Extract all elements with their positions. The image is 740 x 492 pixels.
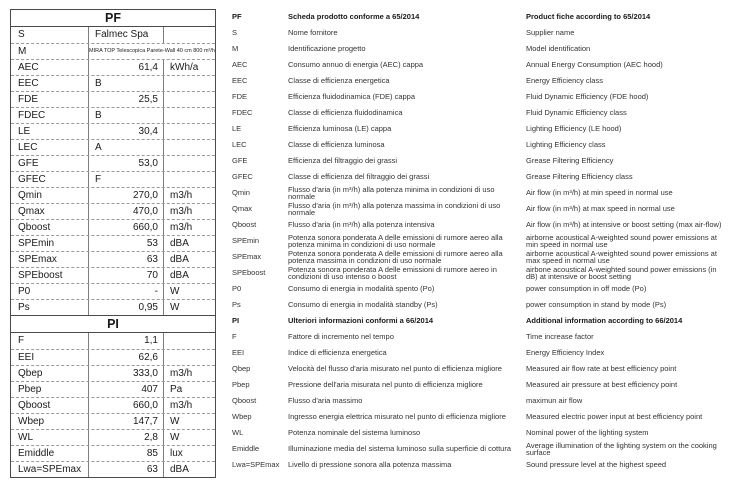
desc-italian: Efficienza del filtraggio dei grassi [288, 156, 398, 166]
table-row [11, 43, 215, 59]
table-row [11, 27, 215, 43]
desc-english: Additional information according to 66/2014 [526, 316, 683, 326]
desc-english: Nominal power of the lighting system [526, 428, 649, 438]
desc-english: maximun air flow [526, 396, 583, 406]
table-row [11, 203, 215, 219]
table-title: PF [11, 10, 215, 27]
description-row [232, 345, 734, 361]
row-code: S [18, 29, 25, 40]
desc-code: SPEboost [232, 268, 266, 277]
row-unit: m3/h [163, 220, 215, 235]
desc-italian: Pressione dell'aria misurata nel punto di efficienza migliore [288, 380, 483, 390]
row-code: P0 [18, 286, 31, 297]
row-unit [163, 124, 215, 139]
desc-code: PF [232, 12, 242, 21]
desc-italian: Classe di efficienza del filtraggio dei grassi [288, 172, 430, 182]
desc-code: S [232, 28, 238, 37]
row-unit [163, 172, 215, 187]
desc-code: SPEmin [232, 236, 260, 245]
description-row [232, 425, 734, 441]
table-row [11, 155, 215, 171]
row-unit [163, 76, 215, 91]
row-value: 53,0 [88, 156, 163, 171]
desc-italian: Classe di efficienza fluidodinamica [288, 108, 403, 118]
row-unit: dBA [163, 236, 215, 251]
row-unit [163, 108, 215, 123]
row-unit [163, 140, 215, 155]
row-code: EEI [18, 352, 35, 363]
row-value: 61,4 [88, 60, 163, 75]
desc-english: Grease Filtering Efficiency [526, 156, 614, 166]
desc-code: Wbep [232, 412, 252, 421]
table-title: PI [11, 316, 215, 333]
row-unit: W [163, 300, 215, 315]
row-value: 470,0 [88, 204, 163, 219]
description-row [232, 393, 734, 409]
table-row [11, 429, 215, 445]
desc-italian: Efficienza luminosa (LE) cappa [288, 124, 392, 134]
row-code: Qmax [18, 206, 45, 217]
row-value: 0,95 [88, 300, 163, 315]
row-value: 270,0 [88, 188, 163, 203]
row-code: LE [18, 126, 31, 137]
desc-english: Time increase factor [526, 332, 594, 342]
row-value: 2,8 [88, 430, 163, 445]
desc-code: M [232, 44, 239, 53]
description-row [232, 25, 734, 41]
description-row [232, 233, 734, 249]
row-code: SPEmin [18, 238, 55, 249]
desc-english: power consumption in off mode (Po) [526, 284, 647, 294]
row-value: 63 [88, 462, 163, 477]
desc-code: Qboost [232, 396, 257, 405]
desc-english: Lighting Efficiency class [526, 140, 606, 150]
desc-italian: Potenza sonora ponderata A delle emissioni di rumore aereo alla potenza massima in condizioni di uso normale [288, 248, 503, 265]
description-row [232, 121, 734, 137]
row-code: Qmin [18, 190, 42, 201]
row-value: 62,6 [88, 350, 163, 365]
desc-english: Sound pressure level at the highest speed [526, 460, 667, 470]
desc-italian: Nome fornitore [288, 28, 338, 38]
description-row [232, 377, 734, 393]
desc-english: Fluid Dynamic Efficiency (FDE hood) [526, 92, 649, 102]
row-code: WL [18, 432, 33, 443]
row-code: Qbep [18, 368, 43, 379]
row-value: 53 [88, 236, 163, 251]
description-row [232, 41, 734, 57]
description-row [232, 89, 734, 105]
table-row [11, 171, 215, 187]
desc-code: EEI [232, 348, 245, 357]
description-row [232, 137, 734, 153]
row-unit: dBA [163, 462, 215, 477]
row-value: MIRA TOP Telescopica Parete-Wall 40 cm 800 m³/h [88, 44, 215, 59]
description-row [232, 361, 734, 377]
desc-italian: Potenza sonora ponderata A delle emissioni di rumore aereo alla potenza minima in condizioni di uso normale [288, 232, 503, 249]
desc-english: Annual Energy Consumption (AEC hood) [526, 60, 663, 70]
table-row [11, 123, 215, 139]
desc-italian: Potenza sonora ponderata A delle emissioni di rumore aereo in condizioni di uso intenso o boost [288, 264, 497, 281]
row-value: 660,0 [88, 398, 163, 413]
row-unit [163, 92, 215, 107]
row-unit: lux [163, 446, 215, 461]
desc-english: Air flow (in m³/h) at min speed in normal use [526, 188, 673, 198]
desc-italian: Ingresso energia elettrica misurato nel punto di efficienza migliore [288, 412, 506, 422]
row-unit: W [163, 430, 215, 445]
row-value: 660,0 [88, 220, 163, 235]
table-row [11, 59, 215, 75]
desc-code: FDE [232, 92, 247, 101]
desc-code: Qmax [232, 204, 253, 213]
row-code: SPEmax [18, 254, 57, 265]
desc-italian: Ulteriori informazioni conformi a 66/2014 [288, 316, 434, 326]
row-unit [163, 333, 215, 349]
desc-code: GFEC [232, 172, 253, 181]
description-row [232, 73, 734, 89]
desc-code: SPEmax [232, 252, 262, 261]
row-value: 333,0 [88, 366, 163, 381]
desc-english: Average illumination of the lighting system on the cooking surface [526, 440, 717, 457]
table-row [11, 187, 215, 203]
desc-italian: Indice di efficienza energetica [288, 348, 387, 358]
row-value: 63 [88, 252, 163, 267]
desc-english: Model identification [526, 44, 591, 54]
row-value: B [88, 76, 163, 91]
row-unit [163, 27, 215, 43]
desc-italian: Illuminazione media del sistema luminoso sulla superficie di cottura [288, 444, 512, 454]
table-row [11, 267, 215, 283]
desc-english: Measured air flow rate at best efficiency point [526, 364, 677, 374]
desc-italian: Classe di efficienza luminosa [288, 140, 385, 150]
desc-code: WL [232, 428, 244, 437]
row-value: A [88, 140, 163, 155]
description-row [232, 217, 734, 233]
description-row [232, 185, 734, 201]
desc-italian: Consumo di energia in modalità standby (Ps) [288, 300, 438, 310]
table-row [11, 251, 215, 267]
row-unit: m3/h [163, 188, 215, 203]
desc-italian: Potenza nominale del sistema luminoso [288, 428, 421, 438]
row-code: Ps [18, 302, 30, 313]
desc-code: EEC [232, 76, 248, 85]
desc-code: GFE [232, 156, 248, 165]
description-columns [232, 9, 734, 473]
desc-code: Ps [232, 300, 241, 309]
table-row [11, 235, 215, 251]
row-value: - [88, 284, 163, 299]
desc-english: Air flow (in m³/h) at max speed in normal use [526, 204, 675, 214]
table-row [11, 219, 215, 235]
row-unit: Pa [163, 382, 215, 397]
row-code: FDEC [18, 110, 46, 121]
fiche-table-pi [10, 315, 216, 478]
row-code: Pbep [18, 384, 42, 395]
row-value: Falmec Spa [88, 27, 163, 43]
desc-english: Energy Efficiency Index [526, 348, 605, 358]
row-code: AEC [18, 62, 39, 73]
desc-italian: Identificazione progetto [288, 44, 366, 54]
description-header-row [232, 9, 734, 25]
desc-english: Energy Efficiency class [526, 76, 603, 86]
table-row [11, 139, 215, 155]
row-unit: m3/h [163, 398, 215, 413]
row-unit: W [163, 414, 215, 429]
desc-code: Pbep [232, 380, 250, 389]
desc-italian: Flusso d'aria massimo [288, 396, 363, 406]
row-value: 407 [88, 382, 163, 397]
description-row [232, 153, 734, 169]
table-row [11, 107, 215, 123]
desc-english: power consumption in stand by mode (Ps) [526, 300, 667, 310]
desc-english: Lighting Efficiency (LE hood) [526, 124, 622, 134]
description-row [232, 249, 734, 265]
desc-italian: Flusso d'aria (in m³/h) alla potenza minima in condizioni di uso normale [288, 184, 495, 201]
desc-english: airborne acoustical A-weighted sound power emissions at max speed in normal use [526, 248, 717, 265]
row-code: Wbep [18, 416, 45, 427]
desc-code: FDEC [232, 108, 253, 117]
row-unit: kWh/a [163, 60, 215, 75]
desc-italian: Flusso d'aria (in m³/h) alla potenza intensiva [288, 220, 435, 230]
row-unit: dBA [163, 252, 215, 267]
desc-italian: Scheda prodotto conforme a 65/2014 [288, 12, 420, 22]
desc-code: AEC [232, 60, 248, 69]
row-unit: dBA [163, 268, 215, 283]
desc-english: Fluid Dynamic Efficiency class [526, 108, 627, 118]
row-unit [163, 350, 215, 365]
description-row [232, 201, 734, 217]
table-row [11, 283, 215, 299]
desc-english: airborne acoustical A-weighted sound power emissions at min speed in normal use [526, 232, 717, 249]
desc-code: Lwa=SPEmax [232, 460, 280, 469]
desc-italian: Livello di pressione sonora alla potenza massima [288, 460, 452, 470]
table-row [11, 75, 215, 91]
row-code: FDE [18, 94, 38, 105]
row-code: LEC [18, 142, 38, 153]
desc-code: F [232, 332, 237, 341]
row-value: 85 [88, 446, 163, 461]
desc-english: Measured air pressure at best efficiency point [526, 380, 678, 390]
table-row [11, 349, 215, 365]
table-row [11, 91, 215, 107]
description-row [232, 265, 734, 281]
row-value: 70 [88, 268, 163, 283]
row-code: Lwa=SPEmax [18, 464, 82, 475]
desc-code: LEC [232, 140, 247, 149]
row-value: 1,1 [88, 333, 163, 349]
row-unit: m3/h [163, 366, 215, 381]
table-row [11, 365, 215, 381]
row-code: Qboost [18, 222, 51, 233]
desc-code: Qbep [232, 364, 251, 373]
row-value: 147,7 [88, 414, 163, 429]
row-value: 30,4 [88, 124, 163, 139]
row-value: F [88, 172, 163, 187]
table-row [11, 397, 215, 413]
fiche-table-pf [10, 9, 216, 316]
table-row [11, 461, 215, 477]
desc-english: Air flow (in m³/h) at intensive or boost setting (max air-flow) [526, 220, 722, 230]
table-row [11, 333, 215, 349]
description-row [232, 169, 734, 185]
row-value: B [88, 108, 163, 123]
desc-code: Qmin [232, 188, 250, 197]
table-row [11, 445, 215, 461]
desc-italian: Velocità del flusso d'aria misurato nel punto di efficienza migliore [288, 364, 502, 374]
desc-english: Supplier name [526, 28, 575, 38]
description-row [232, 281, 734, 297]
row-unit [163, 156, 215, 171]
desc-english: Grease Filtering Efficiency class [526, 172, 633, 182]
description-row [232, 409, 734, 425]
row-value: 25,5 [88, 92, 163, 107]
row-code: GFE [18, 158, 39, 169]
desc-italian: Consumo di energia in modalità spento (Po) [288, 284, 435, 294]
row-code: M [18, 46, 27, 57]
description-row [232, 329, 734, 345]
row-code: EEC [18, 78, 39, 89]
desc-code: LE [232, 124, 242, 133]
row-code: Emiddle [18, 448, 55, 459]
description-row [232, 297, 734, 313]
row-code: Qboost [18, 400, 51, 411]
desc-code: Qboost [232, 220, 257, 229]
table-row [11, 381, 215, 397]
desc-code: P0 [232, 284, 242, 293]
desc-english: Product fiche according to 65/2014 [526, 12, 651, 22]
description-row [232, 457, 734, 473]
description-row [232, 57, 734, 73]
table-row [11, 299, 215, 315]
desc-code: Emiddle [232, 444, 260, 453]
desc-italian: Flusso d'aria (in m³/h) alla potenza massima in condizioni di uso normale [288, 200, 501, 217]
desc-english: Measured electric power input at best efficiency point [526, 412, 703, 422]
row-code: F [18, 335, 25, 346]
desc-italian: Classe di efficienza energetica [288, 76, 390, 86]
description-header-row [232, 313, 734, 329]
table-row [11, 413, 215, 429]
desc-english: airbone acoustical A-weighted sound power emissions (in dB) at intensive or boost setting [526, 264, 717, 281]
description-row [232, 105, 734, 121]
desc-code: PI [232, 316, 240, 325]
row-unit: m3/h [163, 204, 215, 219]
desc-italian: Fattore di incremento nel tempo [288, 332, 394, 342]
description-row [232, 441, 734, 457]
desc-italian: Efficienza fluidodinamica (FDE) cappa [288, 92, 416, 102]
row-unit: W [163, 284, 215, 299]
desc-italian: Consumo annuo di energia (AEC) cappa [288, 60, 424, 70]
row-code: GFEC [18, 174, 46, 185]
row-code: SPEboost [18, 270, 63, 281]
